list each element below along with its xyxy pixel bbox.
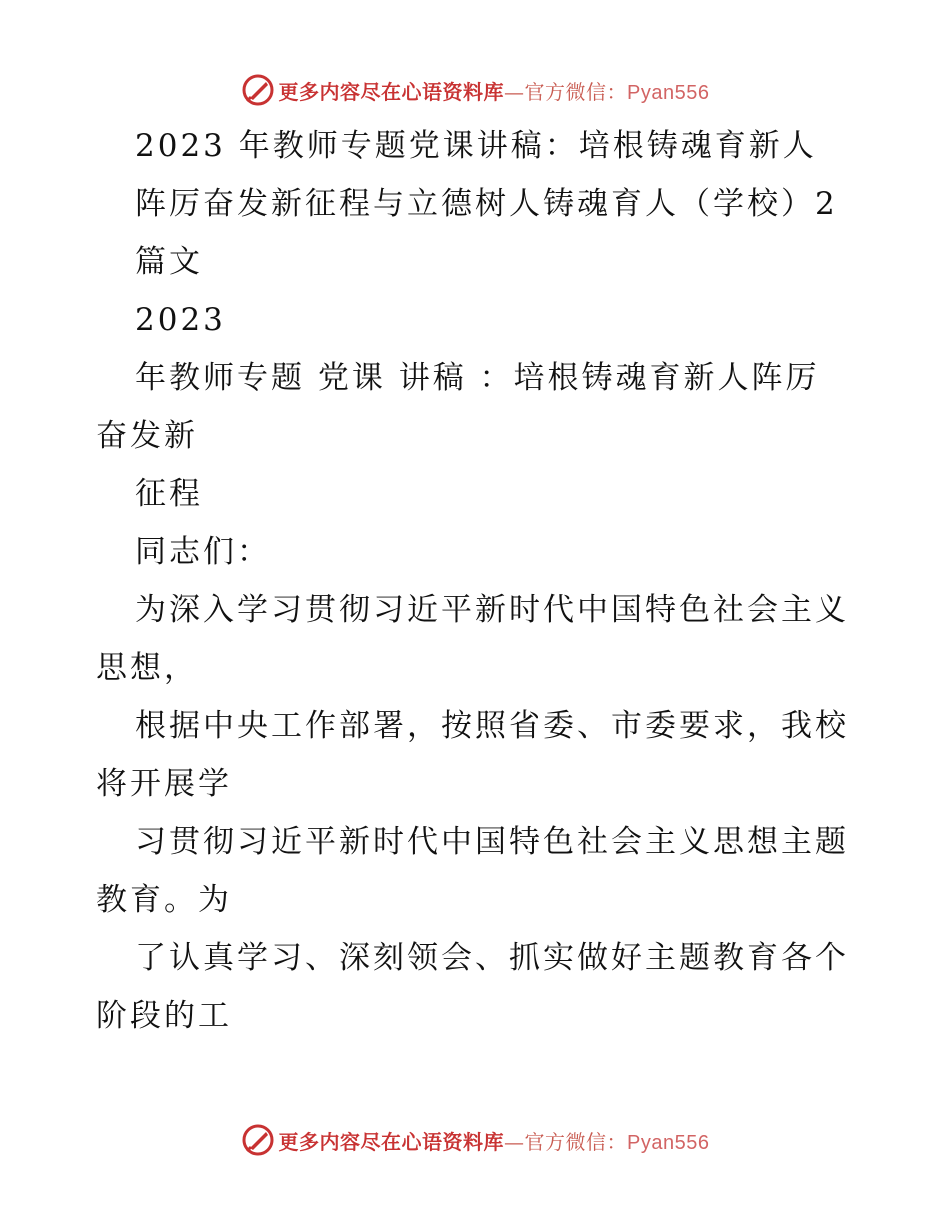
body-line: 习贯彻习近平新时代中国特色社会主义思想主题 (135, 824, 849, 860)
title-line-1: 2023 年教师专题党课讲稿：培根铸魂育新人 (135, 128, 817, 164)
body-line: 为深入学习贯彻习近平新时代中国特色社会主义 (135, 592, 849, 628)
title-line-2: 阵厉奋发新征程与立德树人铸魂育人（学校）2 (135, 186, 838, 222)
body-line: 奋发新 (96, 418, 198, 454)
title-line-3: 篇文 (135, 244, 203, 280)
body-line: 年教师专题 党课 讲稿 ：培根铸魂育新人阵厉 (135, 360, 820, 396)
banner-text (279, 1126, 710, 1155)
banner-label: 官方微信： (524, 1129, 628, 1154)
body-line: 征程 (135, 476, 203, 512)
banner-wechat-id: Pyan556 (627, 1131, 710, 1154)
header-banner (0, 70, 950, 110)
banner-brand: 更多内容尽在心语资料库 (278, 79, 505, 104)
footer-banner (0, 1120, 950, 1160)
salutation-line: 同志们： (135, 534, 271, 570)
quill-pen-icon (241, 1123, 275, 1157)
body-line: 2023 (135, 302, 226, 338)
quill-pen-icon (241, 73, 275, 107)
banner-dash: — (504, 1129, 525, 1154)
banner-label: 官方微信： (524, 79, 628, 104)
body-line: 教育。为 (96, 882, 232, 918)
body-line: 根据中央工作部署，按照省委、市委要求，我校 (135, 708, 849, 744)
body-line: 了认真学习、深刻领会、抓实做好主题教育各个 (135, 940, 849, 976)
banner-dash: — (504, 79, 525, 104)
body-line: 思想， (96, 650, 198, 686)
body-line: 阶段的工 (96, 998, 232, 1034)
banner-brand: 更多内容尽在心语资料库 (278, 1129, 505, 1154)
banner-text (279, 76, 710, 105)
body-line: 将开展学 (96, 766, 232, 802)
banner-wechat-id: Pyan556 (627, 81, 710, 104)
